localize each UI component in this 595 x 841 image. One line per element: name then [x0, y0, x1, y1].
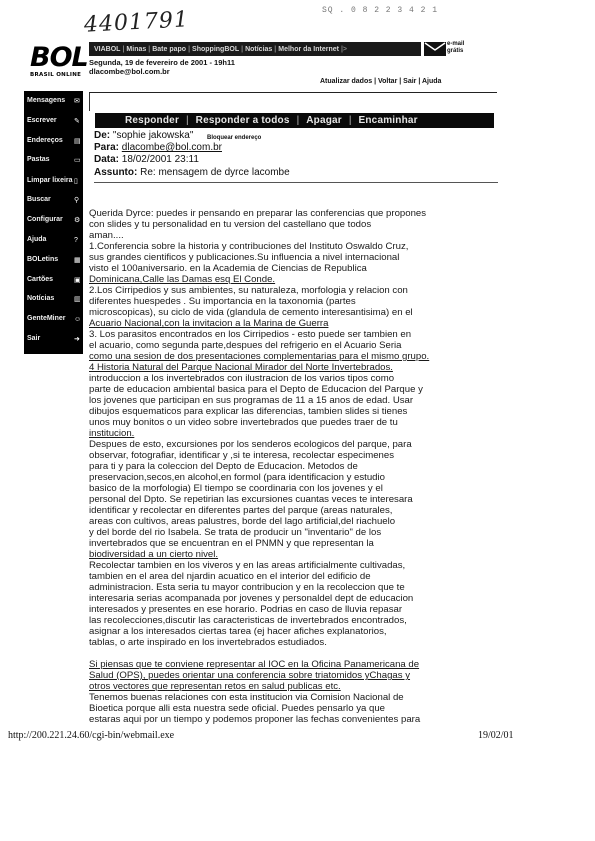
sidebar-item-label: Escrever	[27, 117, 57, 124]
body-line: estaras aqui por un tiempo y podemos proponer las fechas convenientes para	[89, 714, 421, 725]
body-line: administracion. Esta seria tu mayor contribucion y en la recoleccion que te	[89, 582, 405, 593]
sidebar-item-buscar[interactable]	[27, 196, 51, 203]
folder-icon: ▭	[74, 157, 81, 164]
nav-separator: |	[274, 45, 277, 53]
nav-separator: |	[188, 45, 191, 53]
body-line: dibujos esquematicos para explicar las diferencias, tambien slides si tienes	[89, 406, 408, 417]
body-line: areas con cultivos, areas palustres, borde del lago artificial,del riachuelo	[89, 516, 396, 527]
sidebar-item-label: Notícias	[27, 295, 55, 302]
sidebar-item-label: Ajuda	[27, 236, 47, 243]
body-line: Acuario Nacional,con la invitacion a la Marina de Guerra	[89, 318, 329, 329]
body-line: asignar a los interesados ciertas tarea (ej hacer afiches explanatorios,	[89, 626, 387, 637]
body-line: Tenemos buenas relaciones con esta institucion via Comision Nacional de	[89, 692, 404, 703]
update-data-link[interactable]: Atualizar dados	[320, 78, 373, 85]
nav-separator: |>	[340, 45, 347, 53]
body-line: aman....	[89, 230, 124, 241]
body-line: el acuario, como segunda parte,despues del refrigerio en el Acuario Seria	[89, 340, 402, 351]
nav-separator: |	[241, 45, 244, 53]
from-value: "sophie jakowska"	[112, 130, 194, 141]
exit-icon: ➜	[74, 336, 80, 343]
subject-row	[94, 167, 290, 178]
message-body	[89, 208, 507, 725]
block-sender-link[interactable]: Bloquear endereço	[207, 135, 262, 141]
newsletter-icon: ▦	[74, 257, 81, 264]
forward-button[interactable]: Encaminhar	[358, 115, 418, 126]
free-email-label[interactable]	[447, 41, 464, 54]
sidebar-item-enderecos[interactable]	[27, 137, 63, 144]
body-line: 4 Historia Natural del Parque Nacional Mirador del Norte Invertebrados.	[89, 362, 393, 373]
body-line: 2.Los Cirripedios y sus ambientes, su naturaleza, morfologia y relacion con	[89, 285, 408, 296]
to-value[interactable]: dlacombe@bol.com.br	[121, 142, 222, 153]
sidebar-item-label: Sair	[27, 335, 41, 342]
to-label: Para:	[94, 142, 120, 153]
gear-icon: ⚙	[74, 217, 81, 224]
bol-logo[interactable]	[30, 42, 88, 84]
top-nav	[89, 42, 421, 56]
body-line: interesaria serias acompanada por jovenes y personaldel dept de educacion	[89, 593, 414, 604]
sidebar-item-pastas[interactable]	[27, 156, 50, 163]
email-label-line2: grátis	[447, 47, 464, 54]
from-row	[94, 130, 193, 141]
subject-label: Assunto:	[94, 167, 138, 178]
address-book-icon: ▤	[74, 138, 81, 145]
body-line: 1.Conferencia sobre la historia y contribuciones del Instituto Oswaldo Cruz,	[89, 241, 409, 252]
sidebar-item-label: Mensagens	[27, 97, 66, 104]
body-line: identificar y recolectar en diferentes partes del parque (areas naturales,	[89, 505, 393, 516]
body-line: tambien en el area del njardin acuatico en el interior del edificio de	[89, 571, 371, 582]
body-line: sus grandes cientificos y publicaciones.Su influencia a nivel internacional	[89, 252, 400, 263]
toolbar-separator: |	[296, 115, 300, 126]
account-email: dlacombe@bol.com.br	[89, 67, 170, 76]
sidebar-item-label: Cartões	[27, 276, 54, 283]
back-link[interactable]: Voltar	[377, 78, 398, 85]
sidebar-item-label: Pastas	[27, 156, 50, 163]
body-line: personal del Dpto. Se repetirian las excursiones cuantas veces te interesara	[89, 494, 413, 505]
body-line: como una sesion de dos presentaciones complementarias para el mismo grupo.	[89, 351, 430, 362]
sidebar-item-label: Configurar	[27, 216, 63, 223]
sidebar-item-label: Endereços	[27, 137, 63, 144]
sidebar-item-label: BOLetins	[27, 256, 59, 263]
sidebar-item-limpar-lixeira[interactable]	[27, 177, 73, 184]
body-line: con slides y tu personalidad en tu version del castellano que todos	[89, 219, 372, 230]
body-line: interesados y presentes en ese horario. Podrias en caso de lluvia repasar	[89, 604, 403, 615]
toolbar-separator: |	[186, 115, 189, 126]
sidebar-item-genteminer[interactable]	[27, 315, 66, 322]
envelope-icon[interactable]	[424, 42, 446, 56]
card-icon: ▣	[74, 277, 81, 284]
date-label: Data:	[94, 154, 120, 165]
body-line: institucion.	[89, 428, 135, 439]
logo-text: BOL	[30, 42, 88, 73]
trash-icon: ▯	[74, 178, 78, 185]
sidebar-item-label: Limpar lixeira	[27, 177, 73, 184]
header-rule	[94, 182, 498, 183]
nav-separator: |	[148, 45, 151, 53]
body-line: unos muy bonitos o un video sobre invertebrados que puedes traer de tu	[89, 417, 398, 428]
body-blank-line	[89, 648, 507, 659]
news-icon: ▥	[74, 296, 81, 303]
body-line: Salud (OPS), puedes orientar una conferencia sobre triatomidos yChagas y	[89, 670, 411, 681]
body-line: tablas, o arte inspirado en los invertebrados estudiados.	[89, 637, 327, 648]
header-divider	[89, 92, 497, 93]
handwritten-annotation: 4401791	[83, 7, 190, 38]
fax-header: SQ . 0 8 2 2 3 4 2 1	[322, 6, 439, 15]
logo-subtitle: BRASIL ONLINE	[30, 72, 82, 78]
body-line: los jovenes que participan en sus programas de 11 a 15 anos de edad. Usar	[89, 395, 414, 406]
body-line: otros vectores que representan retos en salud publicas etc.	[89, 681, 341, 692]
footer-date: 19/02/01	[478, 730, 514, 741]
body-line: diferentes huespedes . Su importancia en la taxonomia (partes	[89, 296, 356, 307]
help-icon: ?	[74, 237, 78, 244]
help-link[interactable]: Ajuda	[422, 78, 442, 85]
subject-value: Re: mensagem de dyrce lacombe	[140, 167, 290, 178]
toolbar-separator: |	[348, 115, 352, 126]
sidebar-item-escrever[interactable]	[27, 117, 57, 124]
sidebar-item-mensagens[interactable]	[27, 97, 65, 104]
body-line: Recolectar tambien en los viveros y en las areas artificialmente cultivadas,	[89, 560, 406, 571]
body-line: invertebrados que se encuentran en el PNMN y que representan la	[89, 538, 374, 549]
body-line: microscopicas), su ciclo de vida (glandula de cemento interesantisima) en el	[89, 307, 413, 318]
date-row	[94, 154, 199, 165]
topnav-minas[interactable]: Minas	[126, 45, 147, 53]
sidebar-item-label: Buscar	[27, 196, 51, 203]
to-row	[94, 142, 222, 153]
sidebar-item-noticias[interactable]	[27, 295, 54, 302]
topnav-viabol[interactable]: VIABOL	[94, 45, 121, 53]
from-label: De:	[94, 130, 111, 141]
sidebar-item-boletins[interactable]	[27, 256, 58, 263]
body-line: observar, fotografiar, identificar y ,si te interesa, recolectar especimenes	[89, 450, 395, 461]
body-line: Querida Dyrce: puedes ir pensando en preparar las conferencias que propones	[89, 208, 427, 219]
body-line: para ti y para la coleccion del Depto de Educacion. Metodos de	[89, 461, 358, 472]
session-date: Segunda, 19 de fevereiro de 2001 - 19h11	[89, 58, 235, 67]
body-line: y del borde del rio Isabela. Se trata de producir un "inventario" de los	[89, 527, 382, 538]
delete-button[interactable]: Apagar	[306, 115, 342, 126]
body-line: parte de educacion ambiental basica para el Depto de Educacion del Parque y	[89, 384, 423, 395]
content-border	[89, 93, 90, 111]
body-line: introduccion a los invertebrados con ilustracion de los varios tipos como	[89, 373, 395, 384]
date-value: 18/02/2001 23:11	[121, 154, 199, 165]
topnav-noticias[interactable]: Notícias	[245, 45, 273, 53]
body-line: preservacion,secos,en alcohol,en formol (para identificacion y estudio	[89, 472, 385, 483]
sidebar-item-label: GenteMiner	[27, 315, 66, 322]
account-actions: Atualizar dados | Voltar | Sair | Ajuda	[320, 78, 442, 85]
exit-link[interactable]: Sair	[403, 78, 417, 85]
email-label-line1: e-mail	[447, 41, 465, 47]
reply-all-button[interactable]: Responder a todos	[195, 115, 290, 126]
body-line: Bioetica porque alli esta nuestra sede oficial. Puedes pensarlo ya que	[89, 703, 385, 714]
topnav-melhor-internet[interactable]: Melhor da Internet	[278, 45, 339, 53]
people-icon: ☺	[74, 316, 82, 323]
body-line: Dominicana,Calle las Damas esq El Conde.	[89, 274, 276, 285]
topnav-shopping[interactable]: ShoppingBOL	[192, 45, 240, 53]
body-line: Despues de esto, excursiones por los senderos ecologicos del parque, para	[89, 439, 412, 450]
sidebar	[24, 91, 83, 354]
nav-separator: |	[122, 45, 125, 53]
pencil-icon: ✎	[74, 118, 80, 125]
message-toolbar	[95, 113, 494, 128]
body-line: Si piensas que te conviene representar al IOC en la Oficina Panamericana de	[89, 659, 420, 670]
sidebar-item-cartoes[interactable]	[27, 276, 53, 283]
reply-button[interactable]: Responder	[125, 115, 180, 126]
search-icon: ⚲	[74, 197, 80, 204]
body-line: 3. Los parasitos encontrados en los Cirripedios - esto puede ser tambien en	[89, 329, 412, 340]
body-line: las recolecciones,discutir las caracteristicas de invertebrados encontrados,	[89, 615, 407, 626]
body-line: visto el 100aniversario. en la Academia de Ciencias de Republica	[89, 263, 367, 274]
sidebar-item-ajuda[interactable]	[27, 236, 46, 243]
footer-url: http://200.221.24.60/cgi-bin/webmail.exe	[8, 730, 175, 741]
body-line: biodiversidad a un cierto nivel.	[89, 549, 219, 560]
sidebar-item-configurar[interactable]	[27, 216, 63, 223]
envelope-icon: ✉	[74, 98, 80, 105]
topnav-bate-papo[interactable]: Bate papo	[152, 45, 187, 53]
sidebar-item-sair[interactable]	[27, 335, 40, 342]
body-line: basico de la morfologia) El tiempo se coordinaria con los jovenes y el	[89, 483, 383, 494]
